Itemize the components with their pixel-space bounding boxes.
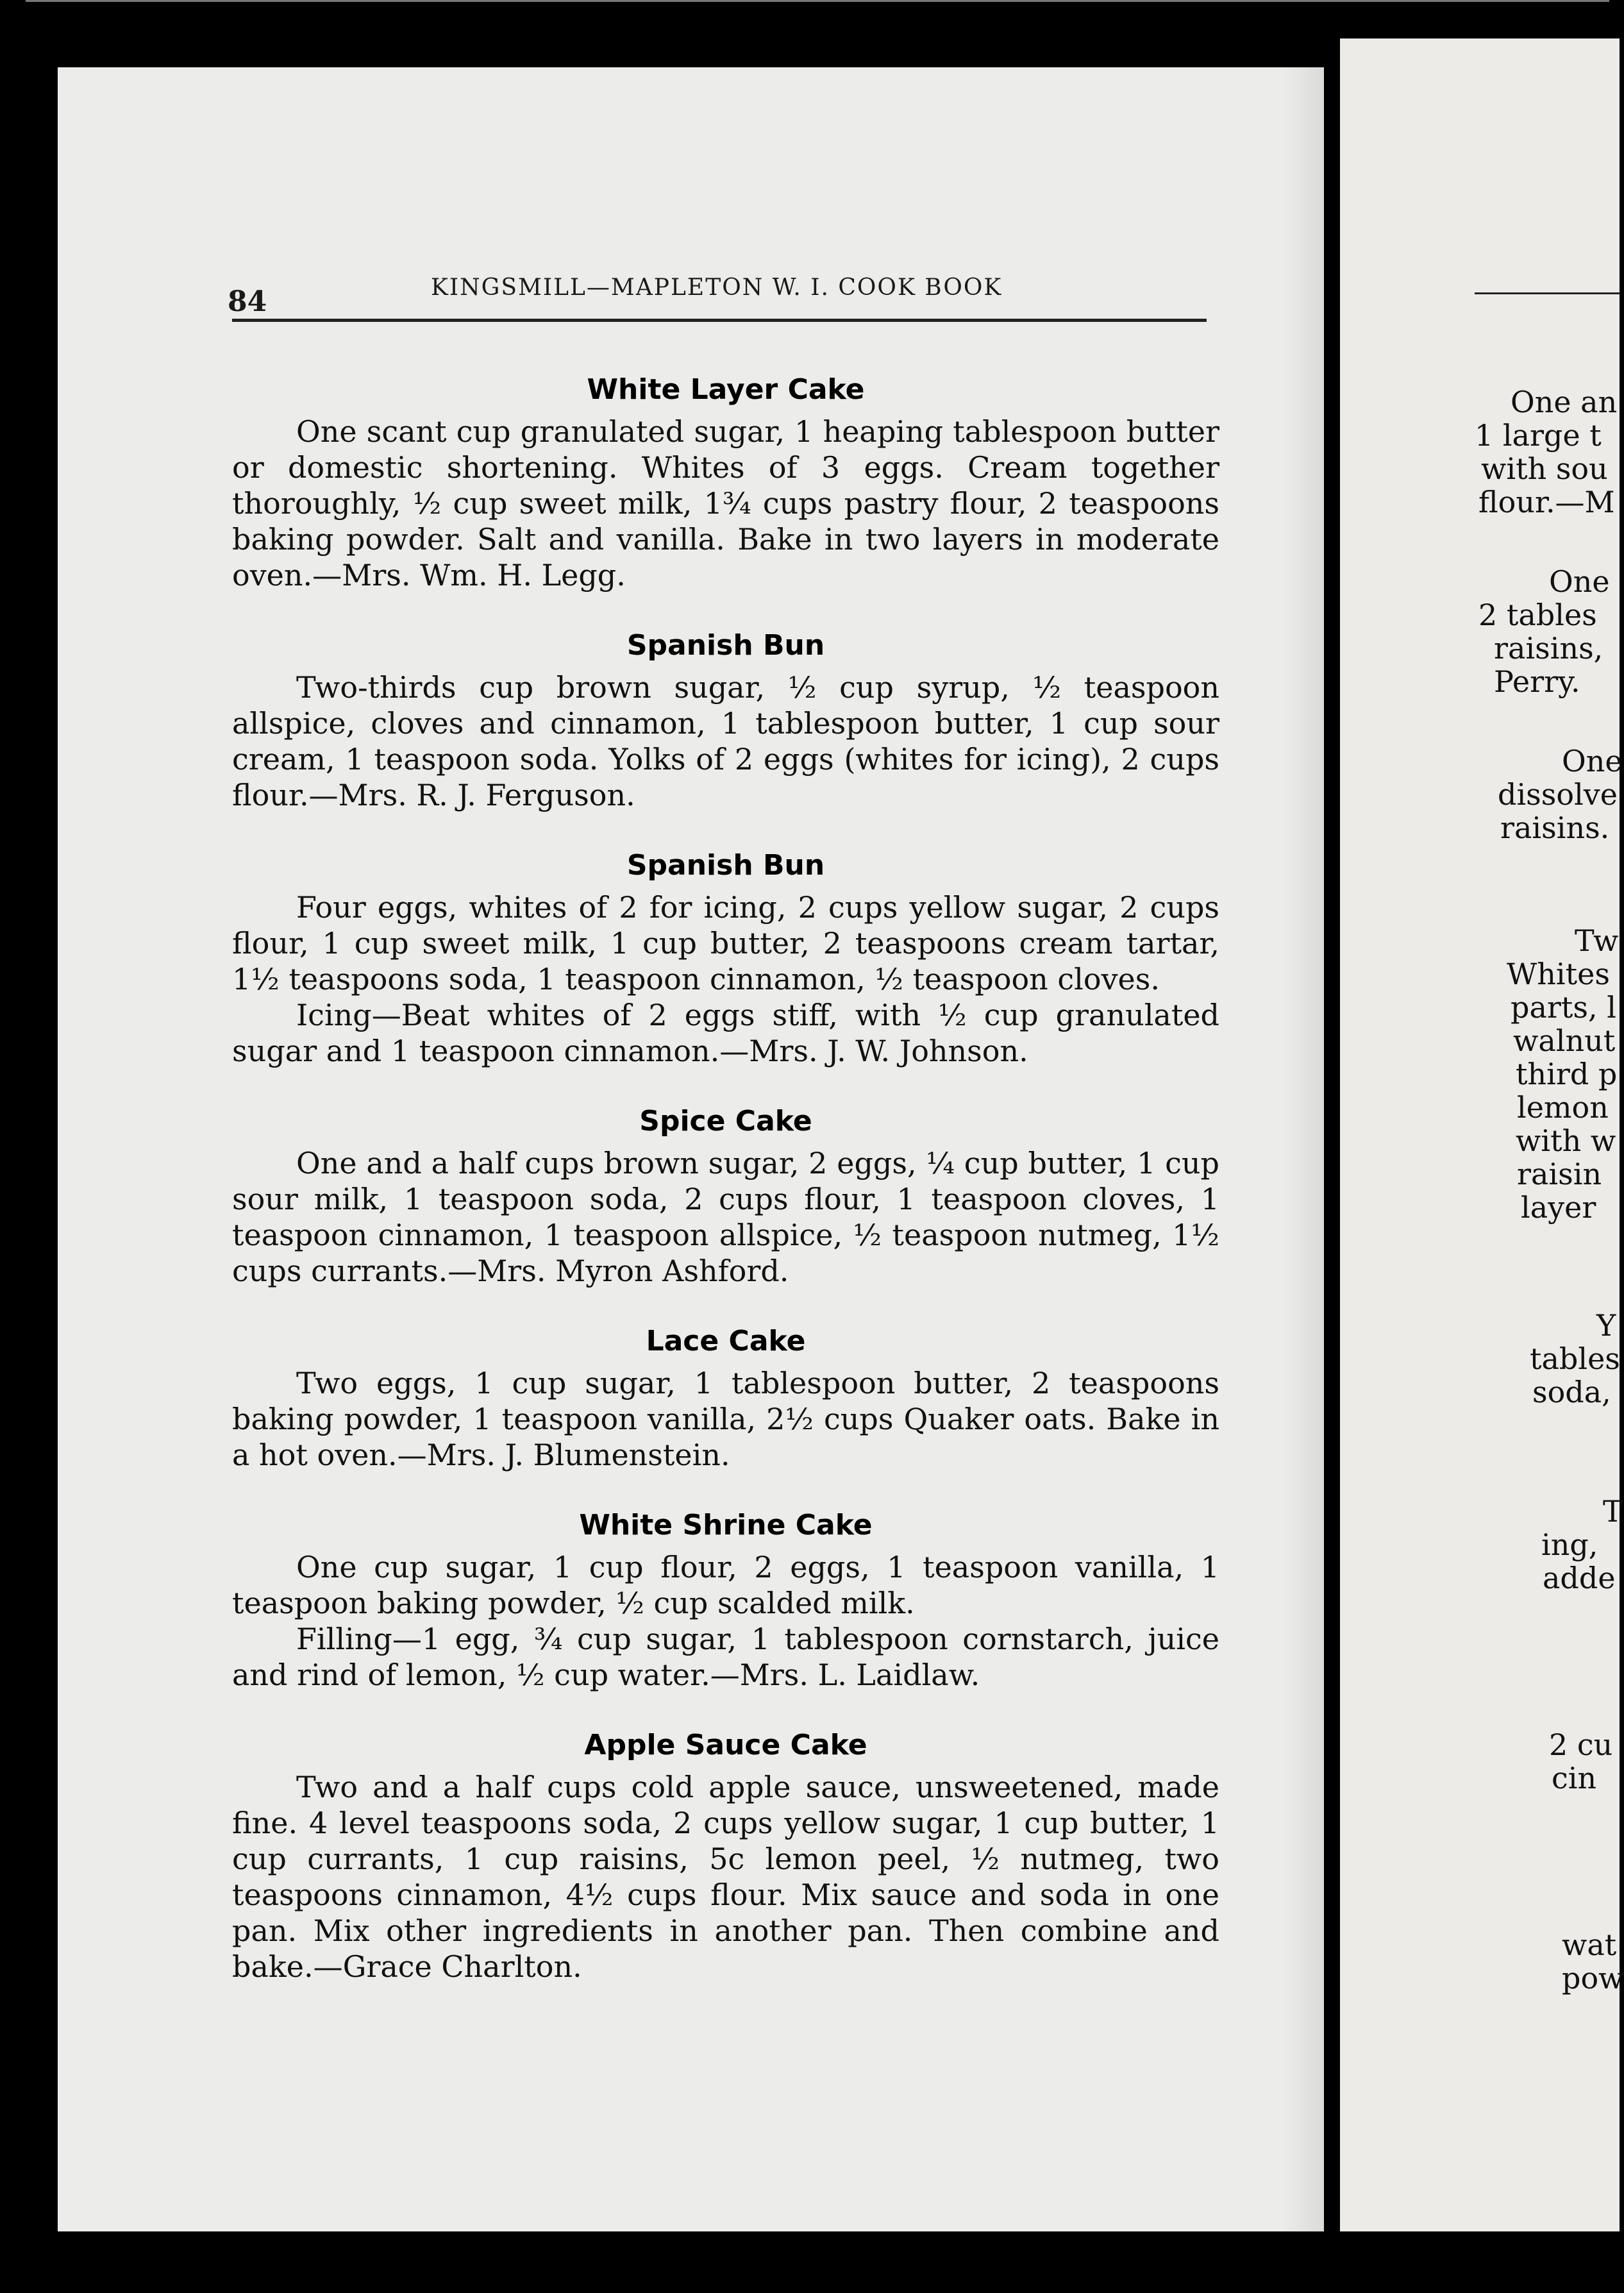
recipe-text: One scant cup granulated sugar, 1 heaping tablespoon butter or domestic shortening. Whites of 3 eggs. Cream together thoroughly, ½ cup sweet milk, 1¾ cups pastry flour, 2 teaspoons baking powder. Salt and vanilla. Bake in two layers in moderate oven.—Mrs. Wm. H. Legg. [232, 414, 1219, 592]
running-head: KINGSMILL—MAPLETON W. I. COOK BOOK [431, 274, 1003, 301]
right-page-text-fragment: raisins, [1494, 631, 1603, 666]
recipe-text: One cup sugar, 1 cup flour, 2 eggs, 1 teaspoon vanilla, 1 teaspoon baking powder, ½ cup scalded milk. [232, 1550, 1219, 1620]
right-page-text-fragment: tables [1530, 1341, 1620, 1376]
right-page-text-fragment: Whites [1507, 957, 1610, 991]
right-page-text-fragment: parts, l [1511, 990, 1616, 1025]
right-page-text-fragment: One [1549, 564, 1610, 599]
right-page-text-fragment: ing, [1541, 1527, 1598, 1562]
recipe-list [232, 373, 1219, 2020]
page-number: 84 [228, 285, 267, 318]
scan-edge-line [26, 0, 1609, 2]
right-page-text-fragment: pow [1562, 1961, 1624, 1995]
recipe-title: Lace Cake [646, 1325, 806, 1357]
recipe-spanish-bun-2 [232, 849, 1219, 1069]
recipe-title: Spice Cake [639, 1105, 812, 1138]
recipe-lace-cake [232, 1325, 1219, 1473]
recipe-white-shrine-cake [232, 1509, 1219, 1693]
gutter-shadow [1282, 67, 1327, 2231]
right-page-text-fragment: One an [1511, 385, 1618, 419]
right-page-text-fragment: One [1562, 744, 1623, 778]
right-page-text-fragment: 2 cu [1549, 1727, 1613, 1762]
recipe-icing-text: Icing—Beat whites of 2 eggs stiff, with ½ cup granulated sugar and 1 teaspoon cinnamon.—Mrs. J. W. Johnson. [232, 998, 1219, 1068]
recipe-title: Spanish Bun [626, 849, 825, 882]
recipe-apple-sauce-cake [232, 1729, 1219, 1985]
right-page-text-fragment: walnut [1513, 1023, 1616, 1058]
right-page-text-fragment: adde [1543, 1561, 1616, 1595]
right-page-text-fragment: with w [1516, 1123, 1616, 1158]
recipe-text: One and a half cups brown sugar, 2 eggs, ¼ cup butter, 1 cup sour milk, 1 teaspoon soda, 2 cups flour, 1 teaspoon cloves, 1 teaspoon cinnamon, 1 teaspoon allspice, ½ teaspoon nutmeg, 1½ cups currants.—Mrs. Myron Ashford. [232, 1146, 1219, 1288]
recipe-title: Spanish Bun [626, 629, 825, 662]
book-gutter [1325, 45, 1340, 2238]
header-rule [232, 319, 1207, 322]
right-page-text-fragment: Tw [1575, 923, 1619, 958]
right-page-text-fragment: lemon [1517, 1090, 1609, 1125]
right-page-text-fragment: dissolve [1498, 777, 1618, 812]
right-page-text-fragment: 1 large t [1475, 418, 1602, 453]
right-page-text-fragment: Perry. [1494, 664, 1580, 699]
recipe-title: Apple Sauce Cake [584, 1729, 867, 1761]
right-page-text-fragment: soda, [1532, 1375, 1611, 1409]
right-page-text-fragment: third p [1516, 1057, 1618, 1091]
recipe-spanish-bun-1 [232, 629, 1219, 813]
recipe-spice-cake [232, 1105, 1219, 1289]
recipe-text: Four eggs, whites of 2 for icing, 2 cups yellow sugar, 2 cups flour, 1 cup sweet milk, 1 cup butter, 2 teaspoons cream tartar, 1½ teaspoons soda, 1 teaspoon cinnamon, ½ teaspoon cloves. [232, 890, 1219, 996]
recipe-filling-text: Filling—1 egg, ¾ cup sugar, 1 tablespoon cornstarch, juice and rind of lemon, ½ cup water.—Mrs. L. Laidlaw. [232, 1622, 1219, 1692]
right-page-header-rule [1475, 292, 1620, 294]
right-page-text-fragment: with sou [1481, 451, 1608, 486]
right-page-text-fragment: 2 tables [1478, 598, 1597, 632]
right-page-text-fragment: T [1603, 1494, 1623, 1529]
right-page-text-fragment: Y [1596, 1308, 1616, 1343]
right-page-text-fragment: raisin [1517, 1157, 1602, 1191]
right-page-text-fragment: raisins. [1500, 811, 1610, 845]
right-page-text-fragment: flour.—M [1478, 485, 1615, 519]
scan-border-bottom [0, 2231, 1620, 2293]
recipe-white-layer-cake [232, 373, 1219, 593]
right-page-text-fragment: layer [1521, 1190, 1596, 1225]
recipe-title: White Shrine Cake [579, 1509, 873, 1541]
recipe-text: Two eggs, 1 cup sugar, 1 tablespoon butter, 2 teaspoons baking powder, 1 teaspoon vanilla, 2½ cups Quaker oats. Bake in a hot oven.—Mrs. J. Blumenstein. [232, 1366, 1219, 1472]
recipe-text: Two-thirds cup brown sugar, ½ cup syrup, ½ teaspoon allspice, cloves and cinnamon, 1 tablespoon butter, 1 cup sour cream, 1 teaspoon soda. Yolks of 2 eggs (whites for icing), 2 cups flour.—Mrs. R. J. Ferguson. [232, 670, 1219, 812]
recipe-text: Two and a half cups cold apple sauce, unsweetened, made fine. 4 level teaspoons soda, 2 cups yellow sugar, 1 cup butter, 1 cup currants, 1 cup raisins, 5c lemon peel, ½ nutmeg, two teaspoons cinnamon, 4½ cups flour. Mix sauce and soda in one pan. Mix other ingredients in another pan. Then combine and bake.—Grace Charlton. [232, 1770, 1219, 1984]
right-page-text-fragment: wat [1562, 1928, 1617, 1962]
recipe-title: White Layer Cake [587, 373, 865, 406]
right-page-text-fragment: cin [1552, 1761, 1597, 1795]
